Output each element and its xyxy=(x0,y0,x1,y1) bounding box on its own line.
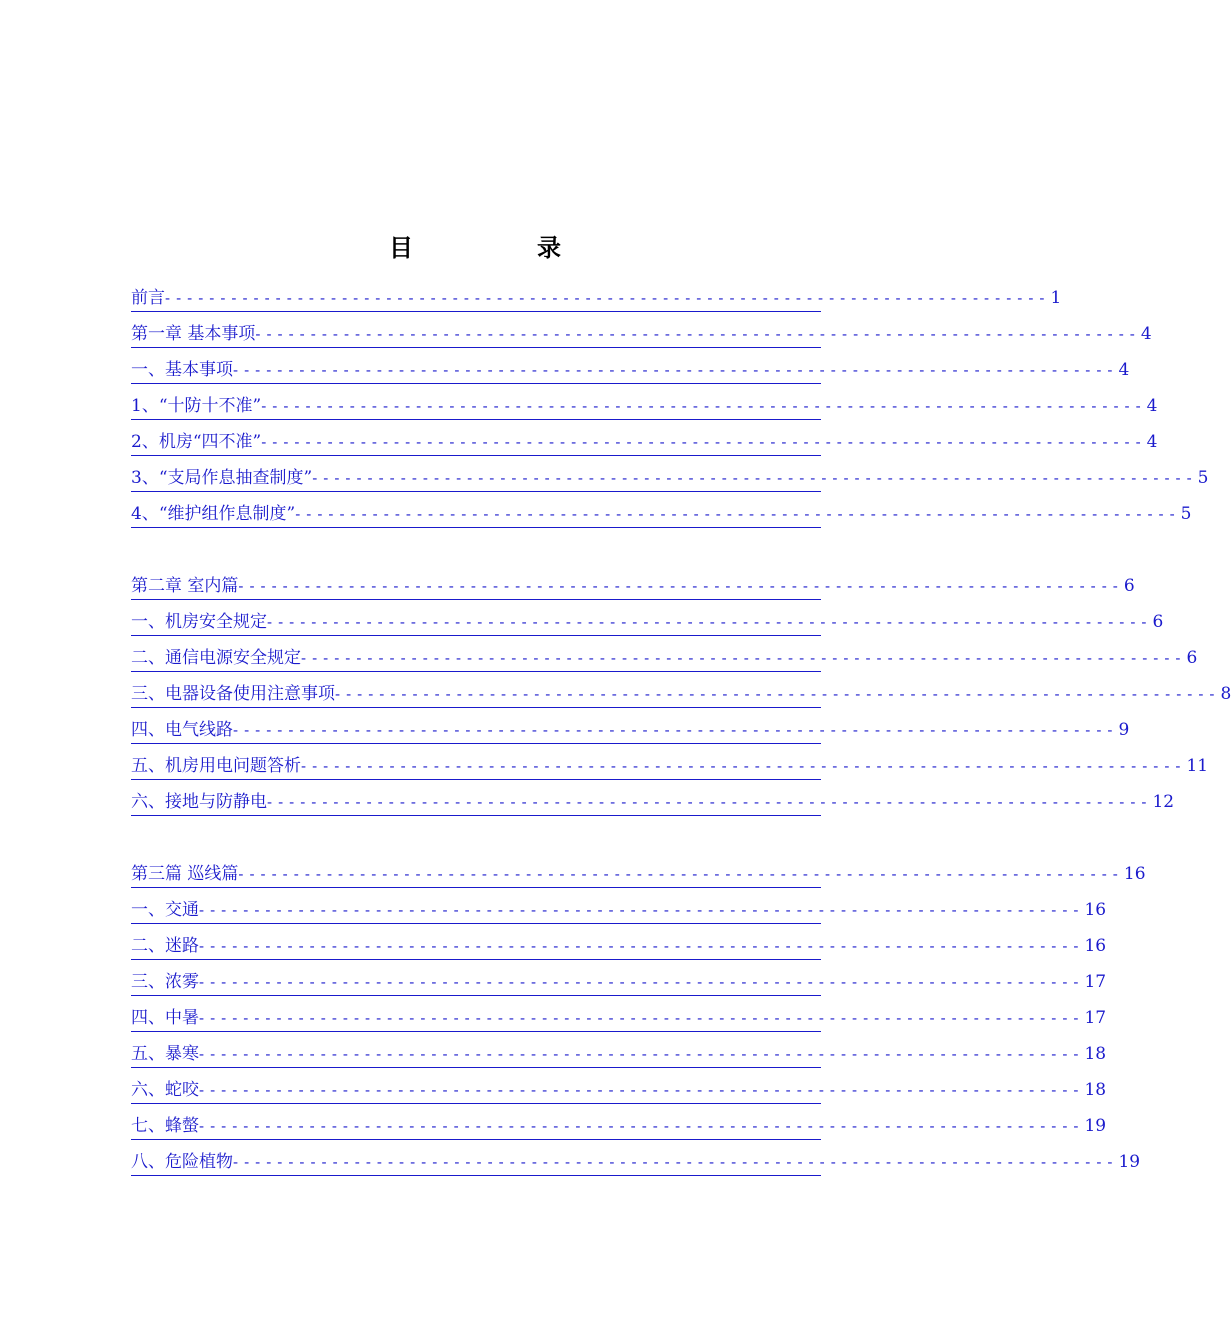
toc-entry-label: 3、“支局作息抽查制度” xyxy=(131,468,313,488)
toc-leader-dashes: -------------------------------------------------------------------------------- xyxy=(301,649,1187,667)
toc-leader-dashes: -------------------------------------------------------------------------------- xyxy=(267,793,1153,811)
toc-entry-link[interactable] xyxy=(131,394,1158,430)
toc-section xyxy=(131,574,1231,826)
toc-entry-label: 七、蜂螫 xyxy=(131,1116,199,1136)
toc-entry-label: 四、中暑 xyxy=(131,1008,199,1028)
toc-entry-underline[interactable] xyxy=(131,718,1130,744)
toc-entry-link[interactable] xyxy=(131,718,1130,754)
toc-entry-label: 二、通信电源安全规定 xyxy=(131,648,301,668)
toc-leader-dashes: -------------------------------------------------------------------------------- xyxy=(255,325,1141,343)
toc-leader-dashes: -------------------------------------------------------------------------------- xyxy=(199,937,1085,955)
toc-leader-dashes: -------------------------------------------------------------------------------- xyxy=(295,505,1181,523)
toc-entry-link[interactable] xyxy=(131,610,1164,646)
toc-entry-underline[interactable] xyxy=(131,358,1130,384)
toc-entry-page-number: 12 xyxy=(1152,792,1175,812)
toc-entry-page-number: 17 xyxy=(1084,972,1107,992)
toc-entry-label: 2、机房“四不准” xyxy=(131,432,262,452)
toc-entry-underline[interactable] xyxy=(131,574,1135,600)
toc-entry-underline[interactable] xyxy=(131,898,1107,924)
toc-entry-label: 四、电气线路 xyxy=(131,720,233,740)
toc-entry-label: 第三篇 巡线篇 xyxy=(131,864,239,884)
toc-entry-page-number: 16 xyxy=(1084,936,1107,956)
toc-entry-underline[interactable] xyxy=(131,1006,1107,1032)
toc-entry-underline[interactable] xyxy=(131,610,1164,636)
toc-leader-dashes: -------------------------------------------------------------------------------- xyxy=(199,1009,1085,1027)
toc-entry-page-number: 6 xyxy=(1123,576,1135,596)
toc-entry-label: 三、电器设备使用注意事项 xyxy=(131,684,335,704)
toc-leader-dashes: -------------------------------------------------------------------------------- xyxy=(261,433,1147,451)
toc-entry-link[interactable] xyxy=(131,1078,1107,1114)
toc-entry-underline[interactable] xyxy=(131,1078,1107,1104)
toc-entry-page-number: 16 xyxy=(1123,864,1146,884)
toc-entry-link[interactable] xyxy=(131,1042,1107,1078)
toc-leader-dashes: -------------------------------------------------------------------------------- xyxy=(261,397,1147,415)
toc-entry-label: 一、机房安全规定 xyxy=(131,612,267,632)
toc-leader-dashes: -------------------------------------------------------------------------------- xyxy=(199,1045,1085,1063)
toc-entry-label: 一、基本事项 xyxy=(131,360,233,380)
toc-entry-page-number: 4 xyxy=(1146,432,1158,452)
toc-entry-page-number: 6 xyxy=(1152,612,1164,632)
toc-entry-page-number: 4 xyxy=(1118,360,1130,380)
toc-entry-underline[interactable] xyxy=(131,322,1152,348)
toc-entry-link[interactable] xyxy=(131,358,1130,394)
toc-entry-page-number: 4 xyxy=(1140,324,1152,344)
toc-entry-page-number: 5 xyxy=(1197,468,1209,488)
toc-entry-link[interactable] xyxy=(131,754,1209,790)
toc-entry-page-number: 4 xyxy=(1146,396,1158,416)
toc-entry-page-number: 6 xyxy=(1186,648,1198,668)
toc-entry-link[interactable] xyxy=(131,1114,1107,1150)
toc-entry-underline[interactable] xyxy=(131,790,1175,816)
toc-entry-underline[interactable] xyxy=(131,862,1146,888)
toc-leader-dashes: -------------------------------------------------------------------------------- xyxy=(233,1153,1119,1171)
toc-entry-link[interactable] xyxy=(131,790,1175,826)
toc-entry-underline[interactable] xyxy=(131,934,1107,960)
toc-entry-page-number: 19 xyxy=(1118,1152,1141,1172)
toc-entry-link[interactable] xyxy=(131,898,1107,934)
toc-entry-page-number: 5 xyxy=(1180,504,1192,524)
toc-entry-label: 第一章 基本事项 xyxy=(131,324,256,344)
toc-leader-dashes: -------------------------------------------------------------------------------- xyxy=(165,289,1051,307)
toc-entry-label: 五、机房用电问题答析 xyxy=(131,756,301,776)
toc-entry-label: 前言 xyxy=(131,288,165,308)
toc-entry-page-number: 19 xyxy=(1084,1116,1107,1136)
toc-entry-underline[interactable] xyxy=(131,646,1198,672)
toc-leader-dashes: -------------------------------------------------------------------------------- xyxy=(199,1081,1085,1099)
toc-entry-page-number: 1 xyxy=(1050,288,1062,308)
toc-entry-label: 八、危险植物 xyxy=(131,1152,233,1172)
toc-leader-dashes: -------------------------------------------------------------------------------- xyxy=(267,613,1153,631)
toc-entry-label: 五、暴寒 xyxy=(131,1044,199,1064)
toc-entry-label: 一、交通 xyxy=(131,900,199,920)
toc-entry-page-number: 17 xyxy=(1084,1008,1107,1028)
toc-entry-label: 六、蛇咬 xyxy=(131,1080,199,1100)
toc-leader-dashes: -------------------------------------------------------------------------------- xyxy=(233,361,1119,379)
toc-entry-page-number: 9 xyxy=(1118,720,1130,740)
toc-leader-dashes: -------------------------------------------------------------------------------- xyxy=(233,721,1119,739)
toc-entry-underline[interactable] xyxy=(131,970,1107,996)
toc-entry-page-number: 18 xyxy=(1084,1044,1107,1064)
toc-entry-underline[interactable] xyxy=(131,394,1158,420)
toc-title: 目 录 xyxy=(389,234,611,262)
toc-entry-page-number: 11 xyxy=(1186,756,1209,776)
toc-entry-underline[interactable] xyxy=(131,1150,1141,1176)
toc-entry-page-number: 8 xyxy=(1220,684,1231,704)
toc-entry-underline[interactable] xyxy=(131,754,1209,780)
toc-leader-dashes: -------------------------------------------------------------------------------- xyxy=(301,757,1187,775)
toc-entry-underline[interactable] xyxy=(131,466,1209,492)
toc-entry-link[interactable] xyxy=(131,502,1192,538)
toc-entry-underline[interactable] xyxy=(131,682,1231,708)
toc-entry-link[interactable] xyxy=(131,574,1135,610)
toc-leader-dashes: -------------------------------------------------------------------------------- xyxy=(335,685,1221,703)
toc-entry-link[interactable] xyxy=(131,934,1107,970)
toc-entry-label: 4、“维护组作息制度” xyxy=(131,504,296,524)
toc-entry-underline[interactable] xyxy=(131,1114,1107,1140)
toc-entry-link[interactable] xyxy=(131,970,1107,1006)
toc-entry-label: 第二章 室内篇 xyxy=(131,576,239,596)
toc-section xyxy=(131,286,1209,538)
toc-entry-underline[interactable] xyxy=(131,430,1158,456)
table-of-contents xyxy=(131,286,1231,1186)
toc-entry-underline[interactable] xyxy=(131,1042,1107,1068)
toc-entry-underline[interactable] xyxy=(131,286,1062,312)
toc-leader-dashes: -------------------------------------------------------------------------------- xyxy=(238,865,1124,883)
toc-entry-link[interactable] xyxy=(131,466,1209,502)
toc-entry-page-number: 16 xyxy=(1084,900,1107,920)
toc-entry-link[interactable] xyxy=(131,1006,1107,1042)
toc-entry-link[interactable] xyxy=(131,682,1231,718)
toc-leader-dashes: -------------------------------------------------------------------------------- xyxy=(199,973,1085,991)
toc-entry-link[interactable] xyxy=(131,862,1146,898)
toc-entry-link[interactable] xyxy=(131,286,1062,322)
toc-entry-label: 二、迷路 xyxy=(131,936,199,956)
toc-entry-link[interactable] xyxy=(131,1150,1141,1186)
toc-section xyxy=(131,862,1146,1186)
toc-entry-label: 六、接地与防静电 xyxy=(131,792,267,812)
toc-leader-dashes: -------------------------------------------------------------------------------- xyxy=(199,901,1085,919)
toc-entry-link[interactable] xyxy=(131,646,1198,682)
toc-entry-page-number: 18 xyxy=(1084,1080,1107,1100)
toc-leader-dashes: -------------------------------------------------------------------------------- xyxy=(312,469,1198,487)
toc-entry-label: 三、浓雾 xyxy=(131,972,199,992)
toc-leader-dashes: -------------------------------------------------------------------------------- xyxy=(238,577,1124,595)
toc-leader-dashes: -------------------------------------------------------------------------------- xyxy=(199,1117,1085,1135)
toc-entry-link[interactable] xyxy=(131,322,1152,358)
toc-entry-underline[interactable] xyxy=(131,502,1192,528)
toc-entry-link[interactable] xyxy=(131,430,1158,466)
toc-entry-label: 1、“十防十不准” xyxy=(131,396,262,416)
